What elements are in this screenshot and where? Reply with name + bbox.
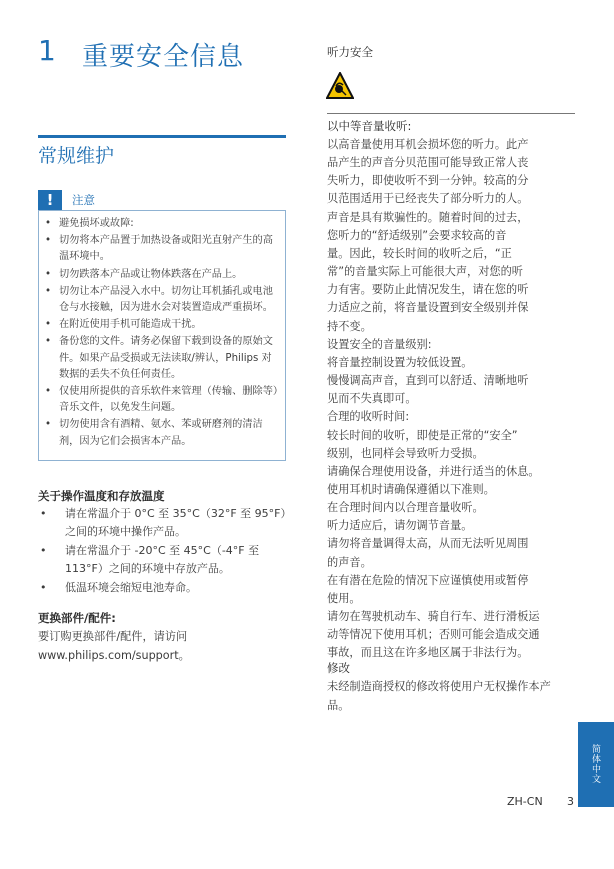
list-item: • 切勿将本产品置于加热设备或阳光直射产生的高温环境中。 [45, 235, 273, 263]
language-tab-label: 简体中文 [590, 744, 600, 784]
text-line: 请确保合理使用设备，并进行适当的休息。 [327, 464, 540, 478]
text-line: 合理的收听时间: [327, 410, 410, 424]
section-divider [38, 135, 286, 138]
temperature-list [38, 505, 286, 598]
text-line: 品产生的声音分贝范围可能导致正常人丧 [327, 156, 529, 170]
text-line: 在有潜在危险的情况下应谨慎使用或暂停 [327, 573, 529, 587]
text-line: 级别，也同样会导致听力受损。 [327, 446, 484, 460]
temperature-heading: 关于操作温度和存放温度 [38, 489, 165, 503]
text-line: 设置安全的音量级别: [327, 337, 432, 351]
chapter-title: 重要安全信息 [82, 42, 245, 72]
volume-heading: 以中等音量收听: [327, 119, 412, 133]
text-line: 使用。 [327, 591, 361, 605]
parts-heading: 更换部件/配件: [38, 611, 116, 625]
text-line: 见而不失真即可。 [327, 392, 417, 406]
parts-text: 要订购更换部件/配件，请访问 www.philips.com/support。 [38, 630, 190, 662]
notice-list [39, 211, 285, 450]
text-line: 的声音。 [327, 555, 372, 569]
language-code: ZH-CN [507, 795, 543, 808]
notice-header [38, 190, 286, 210]
exclamation-icon: ! [38, 190, 62, 210]
modification-text: 未经制造商授权的修改将使用户无权操作本产品。 [327, 680, 551, 712]
list-item: • 仅使用所提供的音乐软件来管理（传输、删除等）音乐文件，以免发生问题。 [45, 386, 279, 414]
text-line: 动等情况下使用耳机；否则可能会造成交通 [327, 628, 540, 642]
text-line: 较长时间的收听，即使是正常的“安全” [327, 428, 518, 442]
notice-label: 注意 [72, 193, 95, 207]
list-item: • 低温环境会缩短电池寿命。 [40, 581, 197, 594]
list-item: • 避免损坏或故障: [45, 218, 134, 229]
text-line: 常”的音量实际上可能很大声，对您的听 [327, 265, 523, 279]
text-line: 请勿将音量调得太高，从而无法听见周围 [327, 537, 529, 551]
text-line: 请勿在驾驶机动车、骑自行车、进行滑板运 [327, 610, 540, 624]
language-tab [578, 722, 614, 807]
text-line: 力适应之前，将音量设置到安全级别并保 [327, 301, 529, 315]
text-line: 使用耳机时请确保遵循以下准则。 [327, 482, 495, 496]
text-line: 听力适应后，请勿调节音量。 [327, 519, 473, 533]
section-title: 常规维护 [38, 145, 115, 167]
hearing-safety-heading: 听力安全 [327, 45, 373, 59]
text-line: 事故，而且这在许多地区属于非法行为。 [327, 646, 529, 660]
text-line: 贝范围适用于已经丧失了部分听力的人。 [327, 192, 529, 206]
notice-box [38, 210, 286, 461]
modification-heading: 修改 [327, 661, 350, 675]
list-item: • 切勿使用含有酒精、氨水、苯或研磨剂的清洁剂，因为它们会损害本产品。 [45, 419, 263, 447]
page-number: 3 [567, 795, 574, 808]
text-line: 慢慢调高声音，直到可以舒适、清晰地听 [327, 374, 529, 388]
hearing-warning-icon [326, 72, 354, 100]
text-line: 持不变。 [327, 319, 372, 333]
text-line: 以高音量使用耳机会损坏您的听力。此产 [327, 138, 529, 151]
chapter-number: 1 [38, 34, 56, 67]
text-line: 力有害。要防止此情况发生，请在您的听 [327, 283, 529, 297]
text-line: 将音量控制设置为较低设置。 [327, 355, 473, 369]
text-line: 失听力，即使收听不到一分钟。较高的分 [327, 174, 529, 188]
text-line: 您听力的“舒适级别”会要求较高的音 [327, 228, 507, 242]
hearing-divider [327, 113, 575, 114]
text-line: 声音是具有欺骗性的。随着时间的过去， [327, 210, 529, 224]
list-item: • 备份您的文件。请务必保留下载到设备的原始文件。如果产品受损或无法读取/辨认，Philips 对数据的丢失不负任何责任。 [45, 336, 273, 380]
list-item: • 切勿让本产品浸入水中。切勿让耳机插孔或电池仓与水接触，因为进水会对装置造成严重损坏。 [45, 285, 273, 314]
list-item: • 请在常温介于 0°C 至 35°C（32°F 至 95°F）之间的环境中操作产品。 [40, 507, 286, 538]
text-line: 在合理时间内以合理音量收听。 [327, 501, 484, 515]
hearing-text [327, 136, 577, 663]
list-item: • 请在常温介于 -20°C 至 45°C（-4°F 至 113°F）之间的环境中存放产品。 [40, 544, 260, 575]
text-line: 量。因此，较长时间的收听之后，“正 [327, 246, 512, 260]
list-item: • 在附近使用手机可能造成干扰。 [45, 319, 202, 331]
list-item: • 切勿跌落本产品或让物体跌落在产品上。 [45, 268, 243, 280]
